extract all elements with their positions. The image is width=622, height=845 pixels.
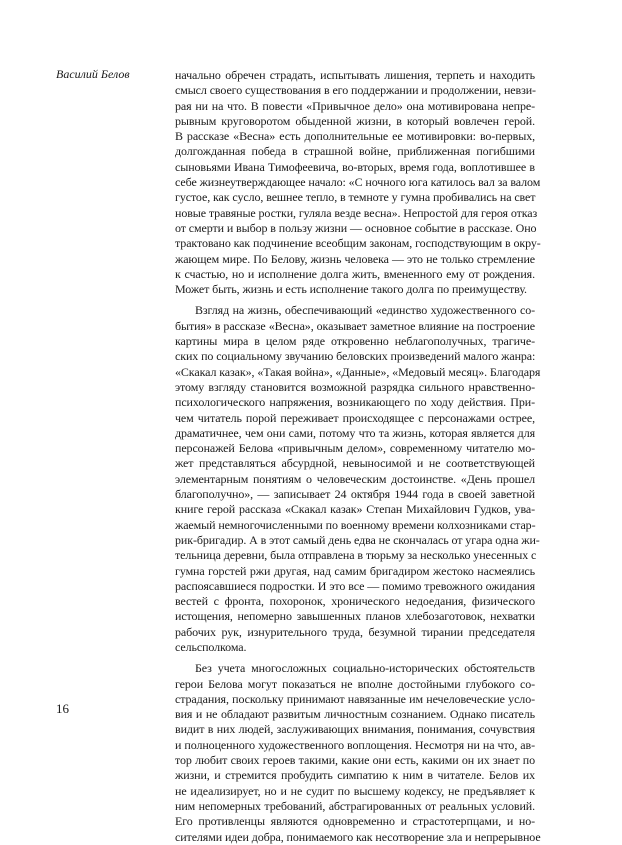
text-line: трактовано как подчинение всеобщим законам, господствующим в окру- xyxy=(175,236,541,251)
text-line: тельница деревни, была отправлена в тюрьму за несколько унесенных с xyxy=(175,548,537,563)
body-text xyxy=(175,68,541,845)
text-line: рабочих рук, изнурительного труда, безумной тирании председателя xyxy=(175,624,535,639)
text-line: жающем мире. По Белову, жизнь человека — это не только стремление xyxy=(175,251,535,266)
text-line: Его противленцы являются одновременно и страстотерпцами, и но- xyxy=(175,814,535,829)
text-line: истощения, непомерно завышенных планов хлебозаготовок, нехватки xyxy=(175,609,535,624)
text-line: ним непомерных требований, абстрагированных от реальных условий. xyxy=(175,798,535,813)
text-line: психологического напряжения, возникающего по ходу действия. При- xyxy=(175,395,535,410)
text-line: «Скакал казак», «Такая война», «Данные», «Медовый месяц». Благодаря xyxy=(175,364,541,379)
text-line: сителями идеи добра, понимаемого как несотворение зла и непрерывное xyxy=(175,829,541,844)
text-line: густое, как сусло, вешнее тепло, в темноте у гумна пробивались на свет xyxy=(175,190,536,205)
text-line: Без учета многосложных социально-исторических обстоятельств xyxy=(195,661,535,676)
text-line: драматичнее, чем они сами, потому что та жизнь, которая является для xyxy=(175,425,535,440)
text-line: элементарным понятиям о человеческим достоинстве. «День прошел xyxy=(175,471,535,486)
text-line: персонажей Белова «привычным делом», современному читателю мо- xyxy=(175,441,535,456)
text-line: Взгляд на жизнь, обеспечивающий «единство художественного со- xyxy=(195,303,535,318)
paragraph xyxy=(175,68,541,297)
text-line: жаемый немногочисленными по военному времени колхозниками стар- xyxy=(175,517,536,532)
text-line: распоясавшиеся подростки. И это все — помимо тревожного ожидания xyxy=(175,578,535,593)
text-line: вия и не обладают развитым личностным сознанием. Однако писатель xyxy=(175,707,535,722)
text-line: сыновьями Ивана Тимофеевича, во-вторых, время года, воплотившее в xyxy=(175,159,535,174)
text-line: смысл своего существования в его поддержании и продолжении, невзи- xyxy=(175,83,536,98)
text-line: долгожданная победа в страшной войне, приближенная погибшими xyxy=(175,144,535,159)
text-line: новые травяные ростки, гуляла везде весна». Непростой для героя отказ xyxy=(175,205,538,220)
text-line: сельсполкома. xyxy=(175,639,247,654)
text-line: жет представляться абсурдной, невыносимой и не соответствующей xyxy=(175,456,535,471)
text-line: страдания, поскольку принимают навязанные им нечеловеческие усло- xyxy=(175,691,535,706)
text-line: тор любит своих героев такими, какие они есть, какими он их знает по xyxy=(175,753,535,768)
text-line: видит в них людей, заслуживающих внимания, понимания, сочувствия xyxy=(175,722,535,737)
text-line: благополучно», — записывает 24 октября 1944 года в своей заветной xyxy=(175,487,535,502)
text-line: от смерти и выбор в пользу жизни — основное событие в рассказе. Оно xyxy=(175,220,537,235)
text-line: к счастью, но и исполнение долга жить, вмененного ему от рождения. xyxy=(175,266,535,281)
text-line: Может быть, жизнь и есть исполнение такого долга по преимуществу. xyxy=(175,282,527,297)
text-line: рывным круговоротом обыденной жизни, в который вовлечен герой. xyxy=(175,113,535,128)
text-line: книге герой рассказа «Скакал казак» Степан Михайлович Гудков, ува- xyxy=(175,502,535,517)
running-head: Василий Белов xyxy=(56,67,130,81)
text-line: ских по социальному звучанию беловских произведений малого жанра: xyxy=(175,349,536,364)
text-line: жизни, и стремится пробудить симпатию к ним в читателе. Белов их xyxy=(175,768,535,783)
text-line: себе жизнеутверждающее начало: «С ночного юга катилось вал за валом xyxy=(175,175,541,190)
text-line: этому взгляду становится возможной разрядка сильного нравственно- xyxy=(175,379,535,394)
paragraph xyxy=(175,303,541,655)
text-line: вестей с фронта, похоронок, хронического недоедания, физического xyxy=(175,594,535,609)
text-line: рая ни на что. В повести «Привычное дело» она мотивирована непре- xyxy=(175,98,535,113)
text-line: герои Белова могут показаться не вполне достойными глубокого со- xyxy=(175,676,535,691)
page-number: 16 xyxy=(56,701,69,716)
text-line: бытия» в рассказе «Весна», оказывает заметное влияние на построение xyxy=(175,318,535,333)
paragraph xyxy=(175,661,541,845)
text-line: не идеализирует, но и не судит по высшему кодексу, не предъявляет к xyxy=(175,783,535,798)
text-line: картины мира в целом ряде откровенно неблагополучных, трагиче- xyxy=(175,334,535,349)
text-line: В рассказе «Весна» есть дополнительные ее мотивировки: во-первых, xyxy=(175,129,535,144)
text-line: рик-бригадир. А в этот самый день едва не скончалась от угара одна жи- xyxy=(175,532,540,547)
text-line: гумна горстей ржи другая, над самим бригадиром жестоко насмеялись xyxy=(175,563,535,578)
text-line: чем читатель порой переживает происходящее с персонажами острее, xyxy=(175,410,535,425)
text-line: начально обречен страдать, испытывать лишения, терпеть и находить xyxy=(175,68,535,82)
text-line: и полноценного художественного воплощения. Несмотря ни на что, ав- xyxy=(175,737,535,752)
